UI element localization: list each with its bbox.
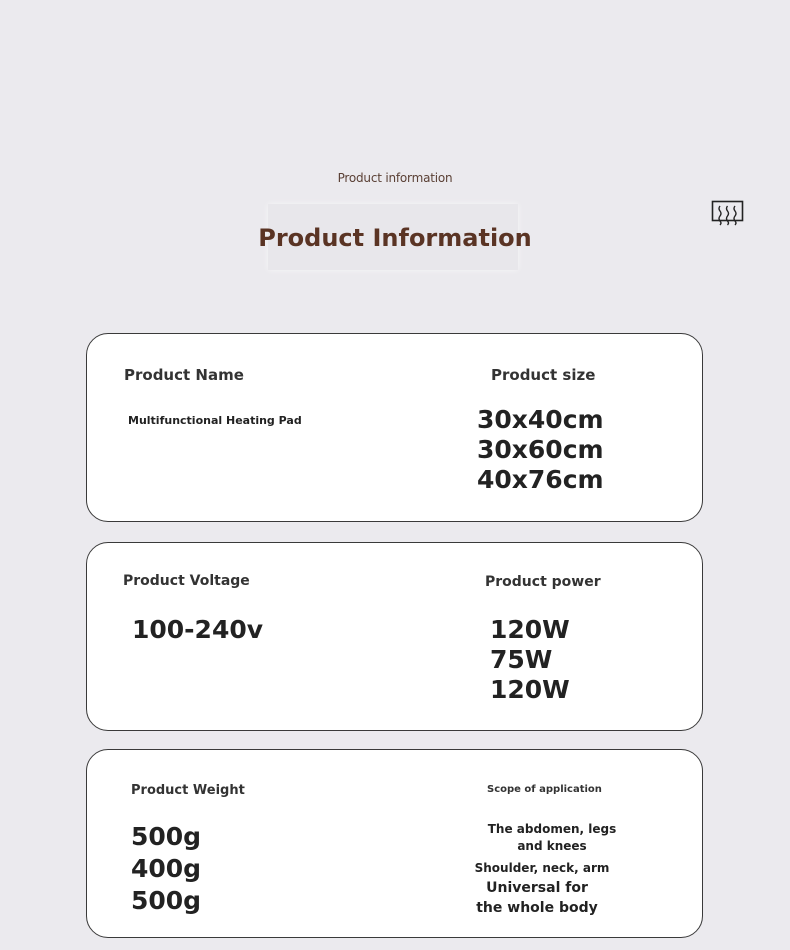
weight-value: 500g — [131, 886, 202, 915]
size-value: 30x60cm — [477, 435, 604, 464]
power-value: 75W — [490, 645, 553, 674]
product-power-values — [490, 615, 570, 705]
page-title: Product Information — [258, 224, 532, 252]
product-size-values — [477, 405, 604, 495]
scope-label: Scope of application — [487, 784, 602, 795]
product-name-label: Product Name — [124, 366, 244, 384]
heating-icon — [711, 199, 744, 231]
product-voltage-value: 100-240v — [132, 615, 264, 644]
product-power-label: Product power — [485, 574, 601, 590]
power-value: 120W — [490, 615, 570, 644]
page-subtitle: Product information — [337, 171, 453, 185]
product-voltage-label: Product Voltage — [123, 573, 250, 589]
power-value: 120W — [490, 675, 570, 704]
product-name-size-card — [86, 333, 703, 522]
weight-value: 400g — [131, 854, 202, 883]
scope-value: Universal for — [486, 880, 588, 896]
scope-value: and knees — [517, 839, 587, 853]
scope-values — [467, 821, 637, 918]
size-value: 30x40cm — [477, 405, 604, 434]
product-size-label: Product size — [491, 366, 596, 384]
product-name-value: Multifunctional Heating Pad — [128, 414, 302, 427]
weight-value: 500g — [131, 822, 202, 851]
scope-value: the whole body — [476, 900, 598, 916]
weight-scope-card — [86, 749, 703, 938]
voltage-power-card — [86, 542, 703, 731]
scope-value: Shoulder, neck, arm — [474, 861, 610, 875]
product-weight-values — [131, 821, 201, 917]
size-value: 40x76cm — [477, 465, 604, 494]
scope-value: The abdomen, legs — [487, 822, 617, 836]
product-weight-label: Product Weight — [131, 783, 245, 798]
